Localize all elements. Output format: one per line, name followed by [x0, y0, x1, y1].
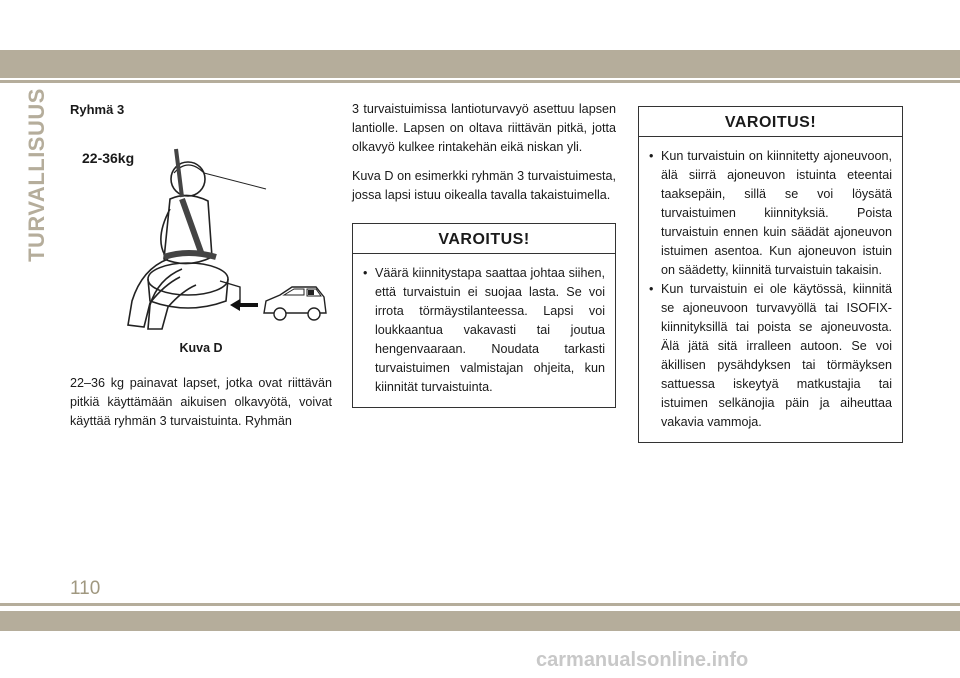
warning-item: • Väärä kiinnitystapa saattaa johtaa siihen, että turvaistuin ei suojaa lasta. Se voi irrota törmäystilanteessa. Lapsi voi loukkaantua vakavasti tai joutua hengenvaaraan. Noudata tarkasti turvaistuimen valmistajan ohjeita, kun kiinnität turvaistuinta.: [363, 264, 605, 397]
column-right: [638, 100, 903, 443]
page-number: 110: [70, 578, 101, 599]
body-paragraph: Kuva D on esimerkki ryhmän 3 turvaistuimesta, jossa lapsi istuu oikealla tavalla takaistuimella.: [352, 169, 616, 202]
figure-weight-label: 22-36kg: [82, 150, 135, 166]
section-tab: [22, 88, 52, 262]
warning-box: [352, 223, 616, 408]
body-paragraph: 22–36 kg painavat lapset, jotka ovat riittävän pitkiä käyttämään aikuisen olkavyötä, voivat käyttää ryhmän 3 turvaistuinta. Ryhmän: [70, 376, 332, 428]
column-left: [70, 100, 332, 441]
car-icon: [264, 287, 326, 320]
child-seat-illustration: [70, 129, 330, 339]
header-band: [0, 50, 960, 78]
warning-list: [639, 137, 902, 442]
figure-d: [70, 129, 330, 339]
warning-title: VAROITUS!: [639, 107, 902, 137]
group-heading: Ryhmä 3: [70, 102, 125, 117]
footer-rule: [0, 603, 960, 606]
watermark: carmanualsonline.info: [536, 649, 749, 671]
column-middle: [352, 100, 616, 408]
warning-list: [353, 254, 615, 407]
warning-item: • Kun turvaistuin ei ole käytössä, kiinnitä se ajoneuvoon turvavyöllä tai ISOFIX-kiinnityksillä tai poista se ajoneuvosta. Älä jätä sitä irralleen autoon. Se voi äkillisen pysähdyksen tai törmäyksen sattuessa iskeytyä matkustajia tai istuimen selkänojia päin ja aiheuttaa vakavia vammoja.: [649, 280, 892, 432]
section-tab-label: TURVALLISUUS: [24, 88, 50, 262]
figure-caption: Kuva D: [179, 341, 223, 355]
body-paragraph: 3 turvaistuimissa lantioturvavyö asettuu lapsen lantiolle. Lapsen on oltava riittävän pitkä, jotta olkavyö kulkee rintakehän eikä niskan yli.: [352, 102, 616, 154]
warning-title: VAROITUS!: [353, 224, 615, 254]
footer-band: [0, 611, 960, 631]
header-rule: [0, 80, 960, 83]
warning-box: [638, 106, 903, 443]
warning-item: • Kun turvaistuin on kiinnitetty ajoneuvoon, älä siirrä ajoneuvon istuinta eteentai taaksepäin, sillä se voi löysätä turvaistuimen kiinnityksiä. Poista turvaistuin ennen kuin säädät ajoneuvon istuimen asentoa. Kun ajoneuvon istuin on säädetty, kiinnitä turvaistuin takaisin.: [649, 147, 892, 280]
